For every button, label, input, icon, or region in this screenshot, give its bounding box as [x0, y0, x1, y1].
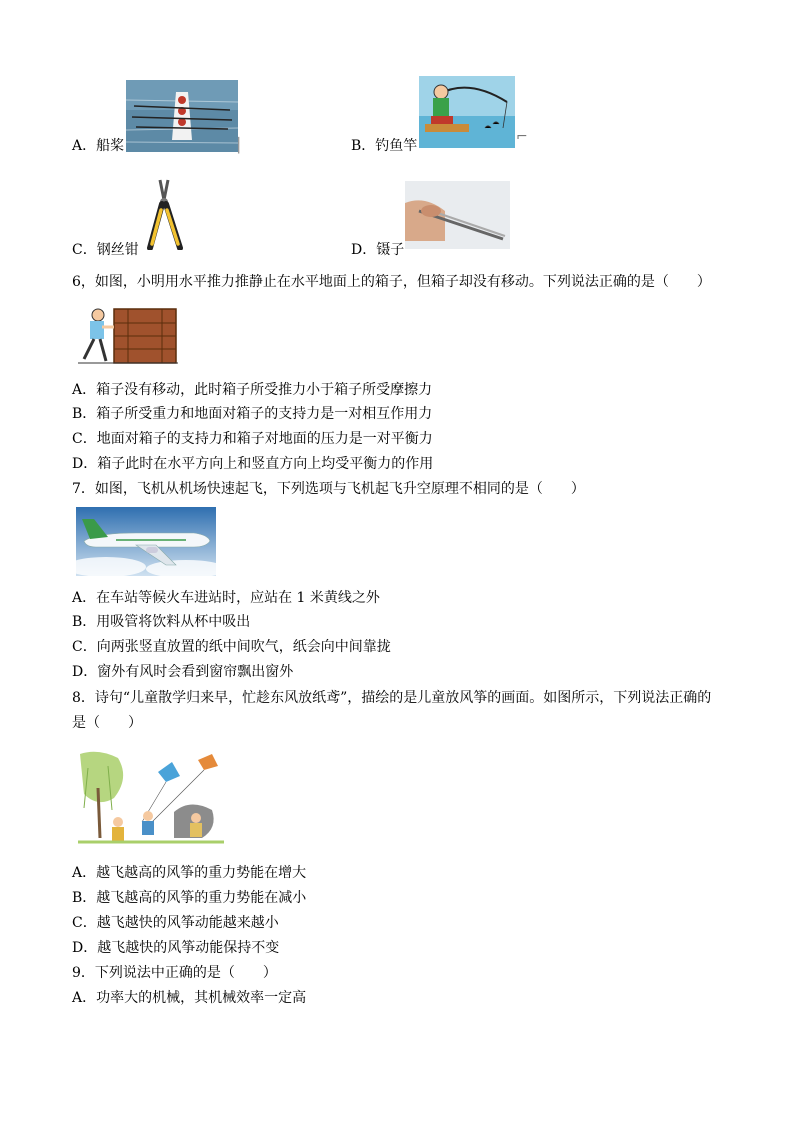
q6-stem: 6，如图，小明用水平推力推静止在水平地面上的箱子，但箱子却没有移动。下列说法正确的是（ ）	[72, 274, 711, 290]
q6-option-a: A．箱子没有移动，此时箱子所受推力小于箱子所受摩擦力	[72, 382, 433, 398]
q7-option-d: D．窗外有风时会看到窗帘飘出窗外	[72, 664, 294, 680]
q8-stem-line1: 8．诗句“儿童散学归来早，忙趁东风放纸鸢”，描绘的是儿童放风筝的画面。如图所示，下列说法正确的	[72, 690, 712, 706]
scan-artifact: ⌐	[516, 129, 528, 145]
scan-artifact: ▏	[238, 138, 249, 154]
q9-option-a: A．功率大的机械，其机械效率一定高	[72, 990, 307, 1006]
q6-option-c: C．地面对箱子的支持力和箱子对地面的压力是一对平衡力	[72, 431, 433, 447]
q9-stem: 9．下列说法中正确的是（ ）	[72, 965, 277, 981]
q7-option-b: B．用吸管将饮料从杯中吸出	[72, 614, 251, 630]
q8-stem-line2: 是（ ）	[72, 715, 142, 731]
q5-option-a: A．船桨	[72, 138, 125, 154]
q7-option-a: A．在车站等候火车进站时，应站在 1 米黄线之外	[72, 590, 380, 606]
wire-pliers-image	[140, 176, 190, 250]
tweezers-image	[405, 181, 510, 249]
q7-option-c: C．向两张竖直放置的纸中间吹气，纸会向中间靠拢	[72, 639, 391, 655]
q6-option-d: D．箱子此时在水平方向上和竖直方向上均受平衡力的作用	[72, 456, 434, 472]
fishing-rod-image	[419, 76, 515, 148]
kite-flying-image	[78, 748, 224, 848]
push-box-image	[78, 305, 178, 367]
q8-option-b: B．越飞越高的风筝的重力势能在减小	[72, 890, 307, 906]
q6-option-b: B．箱子所受重力和地面对箱子的支持力是一对相互作用力	[72, 406, 433, 422]
q8-option-d: D．越飞越快的风筝动能保持不变	[72, 940, 280, 956]
q8-option-c: C．越飞越快的风筝动能越来越小	[72, 915, 279, 931]
q8-option-a: A．越飞越高的风筝的重力势能在增大	[72, 865, 307, 881]
q5-option-d: D．镊子	[351, 242, 405, 258]
rowing-oar-image	[126, 80, 238, 152]
airplane-image	[76, 507, 216, 576]
q5-option-b: B．钓鱼竿	[351, 138, 418, 154]
q5-option-c: C．钢丝钳	[72, 242, 139, 258]
q7-stem: 7．如图，飞机从机场快速起飞，下列选项与飞机起飞升空原理不相同的是（ ）	[72, 481, 585, 497]
